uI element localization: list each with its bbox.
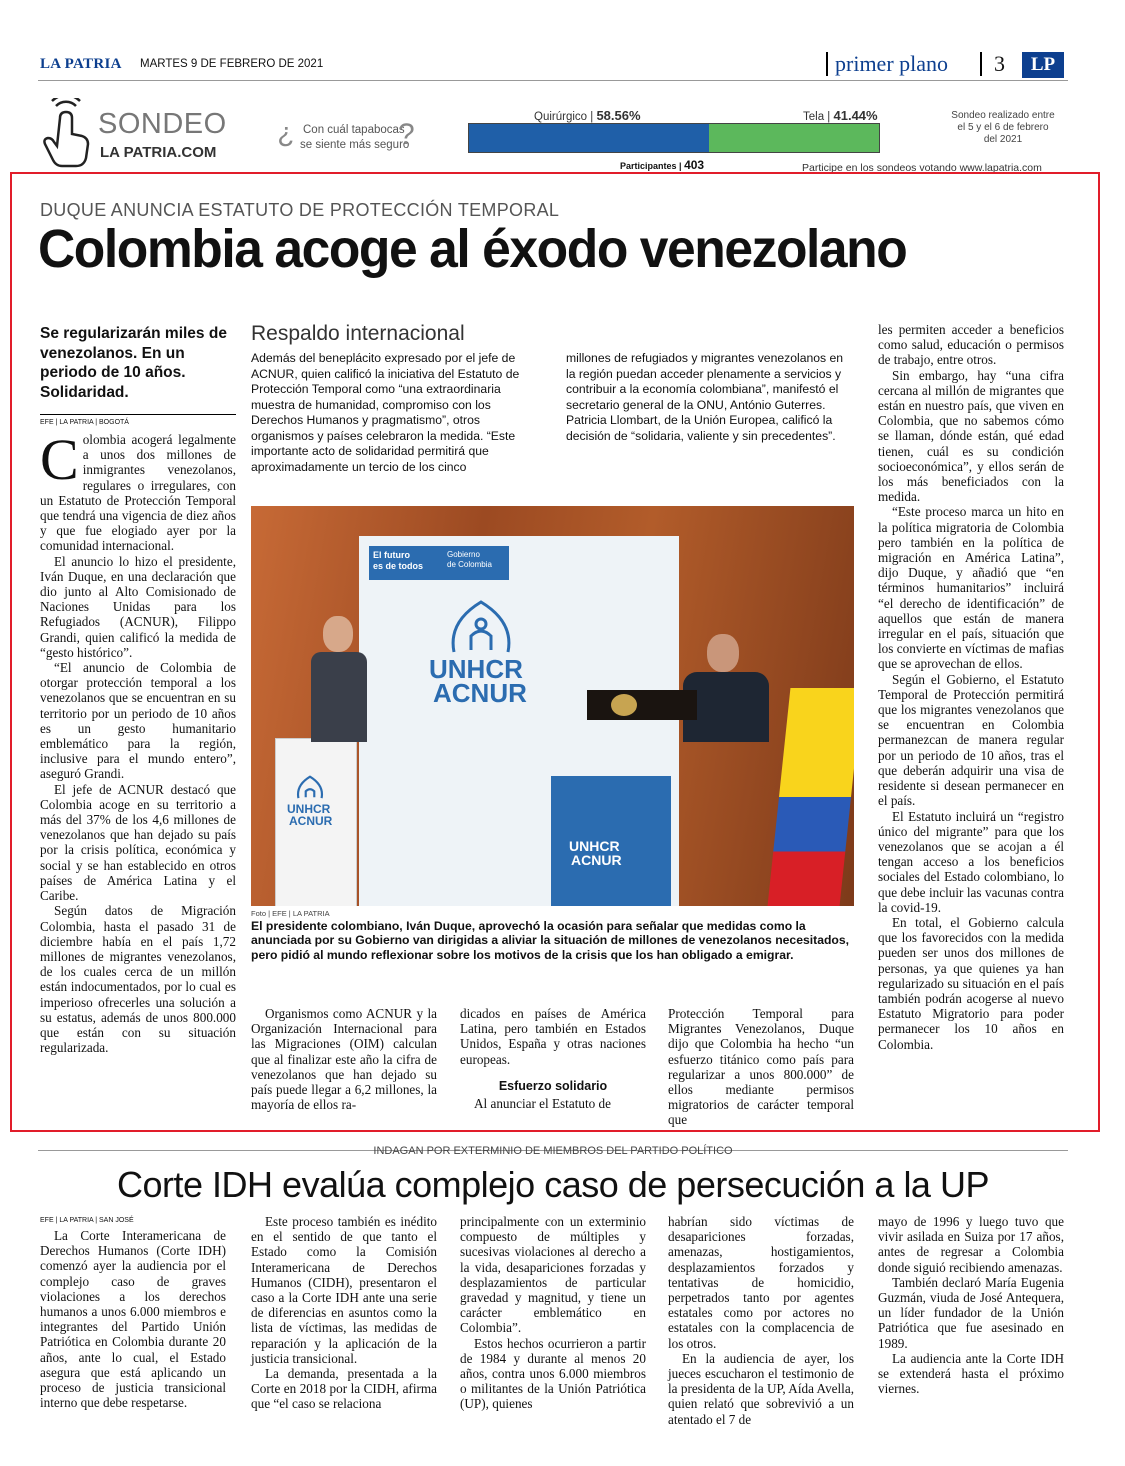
unhcr-emblem-icon <box>295 774 325 805</box>
second-column-2: Este proceso también es inédito en el sentido de que tanto el Estado como la Comisión Interamericana de Derechos Humanos (CIDH), presentaron el caso a la Corte IDH ante una serie de diferencias en asuntos como la lista de víctimas, las medidas de reparación y la aplicación de la justicia transicional. La demanda, presentada a la Corte en 2018 por la CIDH, afirma que “el caso se relaciona <box>251 1214 437 1412</box>
issue-date: MARTES 9 DE FEBRERO DE 2021 <box>140 58 324 70</box>
page-number: 3 <box>994 51 1005 76</box>
poll-question-1: Con cuál tapabocas <box>303 124 405 136</box>
second-kicker: INDAGAN POR EXTERMINIO DE MIEMBROS DEL PARTIDO POLÍTICO <box>373 1145 733 1157</box>
poll-brand-top: SONDEO <box>98 108 227 140</box>
option-a-bar <box>469 124 709 152</box>
story-photo: El futuro es de todos Gobierno de Colombia UNHCR ACNUR UNHCR ACNUR UNHCR ACNUR <box>251 506 854 906</box>
lp-logo: LP <box>1022 52 1064 78</box>
box-title: Respaldo internacional <box>251 322 465 345</box>
second-headline: Corte IDH evalúa complejo caso de persecución a la UP <box>117 1164 989 1205</box>
second-column-1: La Corte Interamericana de Derechos Humanos (Corte IDH) comenzó ayer la audiencia por el complejo caso de graves violaciones a los derechos humanos a unos 6.000 miembros e integrantes del Partido Unión Patriótica en Colombia durante 20 años, ante lo cual, el Estado asegura que está aplicando un proceso de justicia transicional interno que debe respetarse. <box>40 1228 226 1411</box>
option-a-label: Quirúrgico | 58.56% <box>534 108 641 123</box>
subhead: Esfuerzo solidario <box>498 1078 608 1093</box>
colombia-flag <box>768 688 854 906</box>
unhcr-emblem-icon <box>446 596 516 661</box>
photo-credit: Foto | EFE | LA PATRIA <box>251 909 330 918</box>
page-header <box>38 50 1068 86</box>
poll-question-2: se siente más seguro <box>300 139 410 151</box>
bottom-column-1: Organismos como ACNUR y la Organización Internacional para las Migraciones (OIM) calculan que al finalizar este año la cifra de venezolanos que han dejado su país puede llegar a 6,2 millones, la mayoría de ellos ra- <box>251 1006 437 1113</box>
photo-caption: El presidente colombiano, Iván Duque, aprovechó la ocasión para señalar que medidas como la anunciada por su Gobierno van dirigidas a aliviar la situación de millones de venezolanos necesitados, pero pidió al mundo reflexionar sobre los motivos de la crisis que los han obligado a emigrar. <box>251 919 850 962</box>
poll-note: Sondeo realizado entre el 5 y el 6 de febrero del 2021 <box>951 110 1055 145</box>
section-name: primer plano <box>835 51 949 76</box>
left-column: Colombia acogerá legalmente a unos dos millones de inmigrantes venezolanos, regulares o irregulares, con un Estatuto de Protección Temporal que tendrá una vigencia de diez años y que fue elogiado ayer por la comunidad internacional. El anuncio lo hizo el presidente, Iván Duque, en una declaración que dio junto al Alto Comisionado de Naciones Unidas para los Refugiados (ACNUR), Filippo Grandi, quien calificó la medida de “gesto histórico”. “El anuncio de Colombia de otorgar protección temporal a los venezolanos que se encuentran en su territorio por un periodo de 10 años es un gesto humanitario emblemático para la región, inclusive para el mundo entero”, aseguró Grandi. El jefe de ACNUR destacó que Colombia acoge en su territorio a más del 37% de los 4,6 millones de venezolanos que han dejado su país por la crisis política, económica y social y se han establecido en otros países de América Latina y el Caribe. Según datos de Migración Colombia, hasta el pasado 31 de diciembre había en el país 1,72 millones de migrantes venezolanos, de los cuales cerca de un millón están indocumentados, por lo cual es imperioso ofrecerles una solución a su estatus, además de unos 800.000 que están con su situación regularizada. <box>40 427 236 1056</box>
box-column-1: Además del beneplácito expresado por el jefe de ACNUR, quien calificó la iniciativa del Estatuto de Protección Temporal como “una extraordinaria muestra de humanidad, compromiso con los Derechos Humanos y pragmatismo”, otros organismos y países celebraron la medida. “Este importante acto de solidaridad permitirá que aproximadamente un tercio de los cinco <box>251 351 520 474</box>
option-b-label: Tela | 41.44% <box>803 108 878 123</box>
second-column-3: principalmente con un exterminio compuesto de múltiples y sucesivas violaciones al derecho a la vida, desapariciones forzadas y desplazamientos de particular gravedad y magnitud, y tiene un carácter emblemático en Colombia”. Estos hechos ocurrieron a partir de 1984 y durante al menos 20 años, contra unos 6.000 miembros o militantes de la Unión Patriótica (UP), quienes <box>460 1214 646 1412</box>
poll-result-bar <box>468 123 880 153</box>
poll-cta[interactable]: Participe en los sondeos votando www.lapatria.com <box>802 162 1042 172</box>
paragraph: “El anuncio de Colombia de otorgar protección temporal a los venezolanos que se encuentran en su territorio por un periodo de 10 años es un gesto humanitario emblemático para la región, inclusive para el mundo entero”, aseguró Grandi. <box>40 660 236 782</box>
second-column-4: habrían sido víctimas de desapariciones forzadas, amenazas, hostigamientos, desplazamientos forzados y tentativas de homicidio, perpetrados tanto por agentes estatales como por actores no estatales con la complacencia de los otros. En la audiencia de ayer, los jueces escucharon el testimonio de la presidenta de la UP, Aída Avella, quien relató que sobrevivió a un atentado el 7 de <box>668 1214 854 1427</box>
story-summary: Se regularizarán miles de venezolanos. En un periodo de 10 años. Solidaridad. <box>40 325 227 401</box>
paragraph: Según datos de Migración Colombia, hasta el pasado 31 de diciembre había en el país 1,72 millones de migrantes venezolanos, de los cuales cerca de un millón están indocumentados, por lo cual es imperioso ofrecerles una solución a su estatus, además de unos 800.000 que están con su situación regularizada. <box>40 903 236 1056</box>
question-mark-icon: ? <box>278 121 294 152</box>
drop-cap: C <box>40 427 79 492</box>
bottom-column-2: dicados en países de América Latina, pero también en Estados Unidos, España y otras naciones europeas. Esfuerzo solidario Al anunciar el Estatuto de <box>460 1006 646 1112</box>
second-byline: EFE | LA PATRIA | SAN JOSÉ <box>40 1217 134 1224</box>
paragraph: El jefe de ACNUR destacó que Colombia acoge en su territorio a más del 37% de los 4,6 millones de venezolanos que han dejado su país por la crisis política, económica y social y se han establecido en otros países de América Latina y el Caribe. <box>40 781 236 904</box>
paragraph: El anuncio lo hizo el presidente, Iván Duque, en una declaración que dio junto al Alto Comisionado de Naciones Unidas para los Refugiados (ACNUR), Filippo Grandi, quien calificó la medida de “gesto histórico”. <box>40 553 236 660</box>
second-column-5: mayo de 1996 y luego tuvo que vivir asilada en Suiza por 17 años, antes de regresar a Colombia donde siguió recibiendo amenazas. También declaró María Eugenia Guzmán, viuda de José Antequera, un líder fundador de la Unión Patriótica que fue asesinado en 1989. La audiencia ante la Corte IDH se extenderá hasta el próximo viernes. <box>878 1214 1064 1397</box>
right-column: les permiten acceder a beneficios como salud, educación o permisos de trabajo, entre otros. Sin embargo, hay “una cifra cercana al millón de migrantes que están en nuestro país, que viven en Colombia, que no sabemos cómo se llaman, dónde están, qué edad tienen, cuál es su condición socioeconómica”, y ellos serán de los más beneficiados con la medida. “Este proceso marca un hito en la política migratoria de Colombia pero también en la política de migración en América Latina”, dijo Duque, y añadió que “en términos humanitarios” incluirá “el derecho de identificación” de aquellos que están de manera irregular en el país, situación que los convierte en víctimas de mafias que se aprovechan de ellos. Según el Gobierno, el Estatuto Temporal de Protección permitirá que los migrantes venezolanos que se encuentran en Colombia permanezcan de manera regular por un periodo de 10 años, tras el que deberán adquirir una visa de residente si desean permanecer en el país. El Estatuto incluirá un “registro único del migrante” para que los venezolanos que se acojan a él tengan acceso a los beneficios sociales del Estado colombiano, lo que debe incluir las vacunas contra la covid-19. En total, el Gobierno calcula que los favorecidos con la medida pueden ser unos dos millones de personas, ya que quienes ya han regularizado su situación en el país también podrán acogerse al nuevo Estatuto Migratorio para poder permanecer los 10 años en Colombia. <box>878 322 1064 1052</box>
participants-count: Participantes | 403 <box>620 158 705 172</box>
question-mark-icon: ? <box>398 118 415 151</box>
hand-pointer-icon <box>38 98 94 173</box>
masthead: LA PATRIA <box>40 56 122 72</box>
story-headline: Colombia acoge al éxodo venezolano <box>38 219 907 279</box>
bottom-column-3: Protección Temporal para Migrantes Venezolanos, Duque dijo que Colombia ha hecho “un esfuerzo titánico como país para regularizar a unos 800.000” de ellos mediante permisos migratorios de carácter temporal que <box>668 1006 854 1128</box>
poll-brand-bottom: LA PATRIA.COM <box>100 144 217 161</box>
story-kicker: DUQUE ANUNCIA ESTATUTO DE PROTECCIÓN TEMPORAL <box>40 200 560 220</box>
byline: EFE | LA PATRIA | BOGOTÁ <box>40 419 129 426</box>
box-column-2: millones de refugiados y migrantes venezolanos en la región puedan acceder plenamente a servicios y contribuir a la economía colombiana”, manifestó el secretario general de la ONU, António Guterres. Patricia Llombart, de la Unión Europea, calificó la decisión de “solidaria, valiente y sin precedentes”. <box>566 351 844 443</box>
poll-widget <box>38 96 1068 172</box>
